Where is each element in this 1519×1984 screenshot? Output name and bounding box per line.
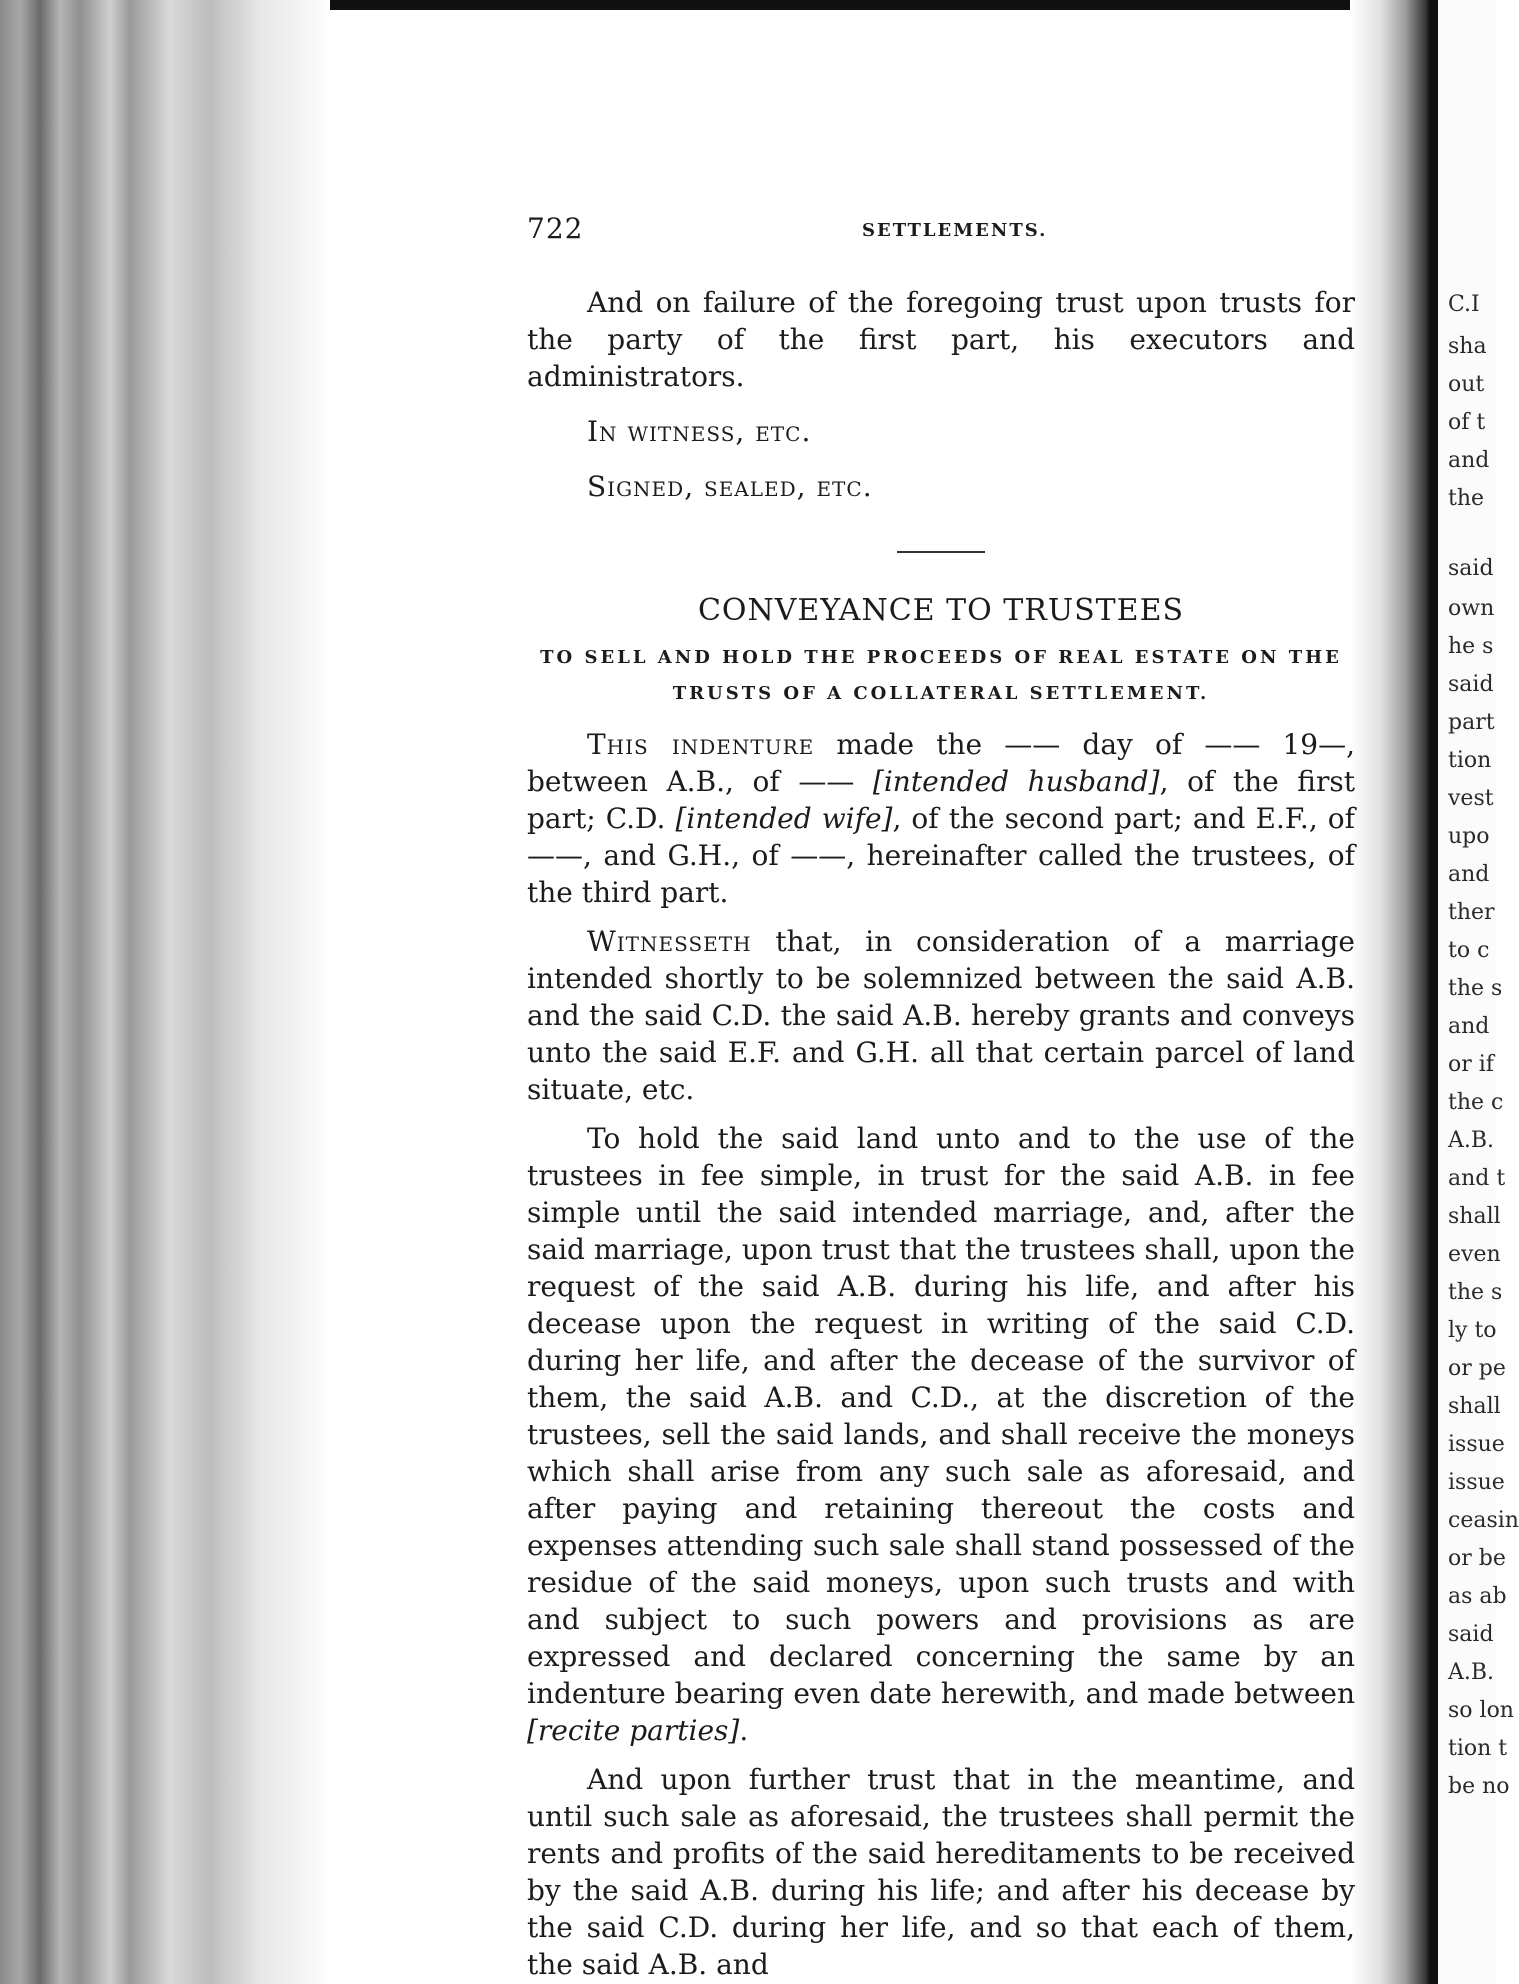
facing-page-word: vest	[1448, 786, 1494, 811]
facing-page-word: be no	[1448, 1774, 1510, 1799]
section-subtitle-line2: TRUSTS OF A COLLATERAL SETTLEMENT.	[672, 683, 1210, 704]
indenture-paragraph	[527, 726, 1355, 911]
indenture-text-c: , of the second part; and E.F., of ——, and G.H., of ——, hereinafter called the trustees, of the third part.	[527, 802, 1355, 909]
facing-page-word: C.I	[1448, 292, 1480, 317]
facing-page-word: the s	[1448, 976, 1503, 1001]
witnesseth-lead: Witnesseth	[587, 925, 752, 958]
facing-page-word: upo	[1448, 824, 1490, 849]
facing-page-word: out	[1448, 372, 1485, 397]
running-head: SETTLEMENTS.	[862, 220, 1048, 241]
section-divider	[897, 551, 985, 553]
witnesseth-text: that, in consideration of a marriage intended shortly to be solemnized between the said A.B. and the said C.D. the said A.B. hereby grants and conveys unto the said E.F. and G.H. all that certain parcel of land situate, etc.	[527, 925, 1355, 1106]
facing-page-word: shall	[1448, 1204, 1501, 1229]
closing-paragraph: And on failure of the foregoing trust upon trusts for the party of the first part, his executors and administrators.	[527, 286, 1355, 393]
page-header	[527, 208, 1355, 248]
facing-page-word: own	[1448, 596, 1495, 621]
facing-page-word: or pe	[1448, 1356, 1506, 1381]
facing-page-word: ceasin	[1448, 1508, 1519, 1533]
habendum-italic-parties: [recite parties]	[527, 1714, 740, 1747]
facing-page-word: as ab	[1448, 1584, 1507, 1609]
gutter-dark-strip	[1430, 0, 1438, 1984]
facing-page-word: and	[1448, 862, 1490, 887]
facing-page-word: and	[1448, 1014, 1490, 1039]
facing-page-word: said	[1448, 672, 1494, 697]
facing-page-word: said	[1448, 556, 1494, 581]
indenture-italic-husband: [intended husband]	[872, 765, 1160, 798]
facing-page-word: shall	[1448, 1394, 1501, 1419]
habendum-paragraph	[527, 1120, 1355, 1749]
facing-page-word: the c	[1448, 1090, 1504, 1115]
section-subtitle-line1: TO SELL AND HOLD THE PROCEEDS OF REAL ESTATE ON THE	[540, 647, 1342, 668]
page-number: 722	[527, 212, 584, 245]
facing-page-word: A.B.	[1448, 1128, 1495, 1153]
book-spine-shadow	[0, 0, 330, 1984]
page-gutter-shadow	[1350, 0, 1430, 1984]
facing-page-word: tion t	[1448, 1736, 1508, 1761]
facing-page-word: even	[1448, 1242, 1501, 1267]
witness-line: In witness, etc.	[587, 415, 812, 448]
facing-page-word: of t	[1448, 410, 1486, 435]
facing-page-word: issue	[1448, 1432, 1505, 1457]
facing-page-fragment	[1438, 0, 1519, 1984]
facing-page-word: so lon	[1448, 1698, 1514, 1723]
facing-page-word: ther	[1448, 900, 1495, 925]
facing-page-word: and t	[1448, 1166, 1506, 1191]
facing-page-word: sha	[1448, 334, 1487, 359]
facing-page-word: he s	[1448, 634, 1494, 659]
indenture-italic-wife: [intended wife]	[675, 802, 893, 835]
facing-page-word: the s	[1448, 1280, 1503, 1305]
page-body	[527, 208, 1355, 1983]
signed-line: Signed, sealed, etc.	[587, 470, 873, 503]
further-trust-paragraph: And upon further trust that in the meantime, and until such sale as aforesaid, the trustees shall permit the rents and profits of the said hereditaments to be received by the said A.B. during his life; and after his decease by the said C.D. during her life, and so that each of them, the said A.B. and	[527, 1763, 1355, 1981]
facing-page-word: part	[1448, 710, 1495, 735]
facing-page-word: issue	[1448, 1470, 1505, 1495]
witnesseth-paragraph	[527, 923, 1355, 1108]
facing-page-word: A.B.	[1448, 1660, 1495, 1685]
facing-page-word: ly to	[1448, 1318, 1497, 1343]
indenture-lead: This indenture	[587, 728, 815, 761]
facing-page-word: the	[1448, 486, 1485, 511]
facing-page-word: to c	[1448, 938, 1490, 963]
section-title: CONVEYANCE TO TRUSTEES	[697, 593, 1185, 628]
facing-page-word: or be	[1448, 1546, 1506, 1571]
indenture-text-a: made the —— day of —— 19—, between A.B., of ——	[527, 728, 1355, 798]
habendum-text-a: To hold the said land unto and to the use of the trustees in fee simple, in trust for the said A.B. in fee simple until the said intended marriage, and, after the said marriage, upon trust that the trustees shall, upon the request of the said A.B. during his life, and after his decease upon the request in writing of the said C.D. during her life, and after the decease of the survivor of them, the said A.B. and C.D., at the discretion of the trustees, sell the said lands, and shall receive the moneys which shall arise from any such sale as aforesaid, and after paying and retaining thereout the costs and expenses attending such sale shall stand possessed of the residue of the said moneys, upon such trusts and with and subject to such powers and provisions as are expressed and declared concerning the same by an indenture bearing even date herewith, and made between	[527, 1122, 1355, 1710]
habendum-text-b: .	[739, 1714, 749, 1747]
facing-page-word: tion	[1448, 748, 1492, 773]
facing-page-word: or if	[1448, 1052, 1494, 1077]
facing-page-word: said	[1448, 1622, 1494, 1647]
facing-page-word: and	[1448, 448, 1490, 473]
indenture-text-b: , of the first part; C.D.	[527, 765, 1355, 835]
